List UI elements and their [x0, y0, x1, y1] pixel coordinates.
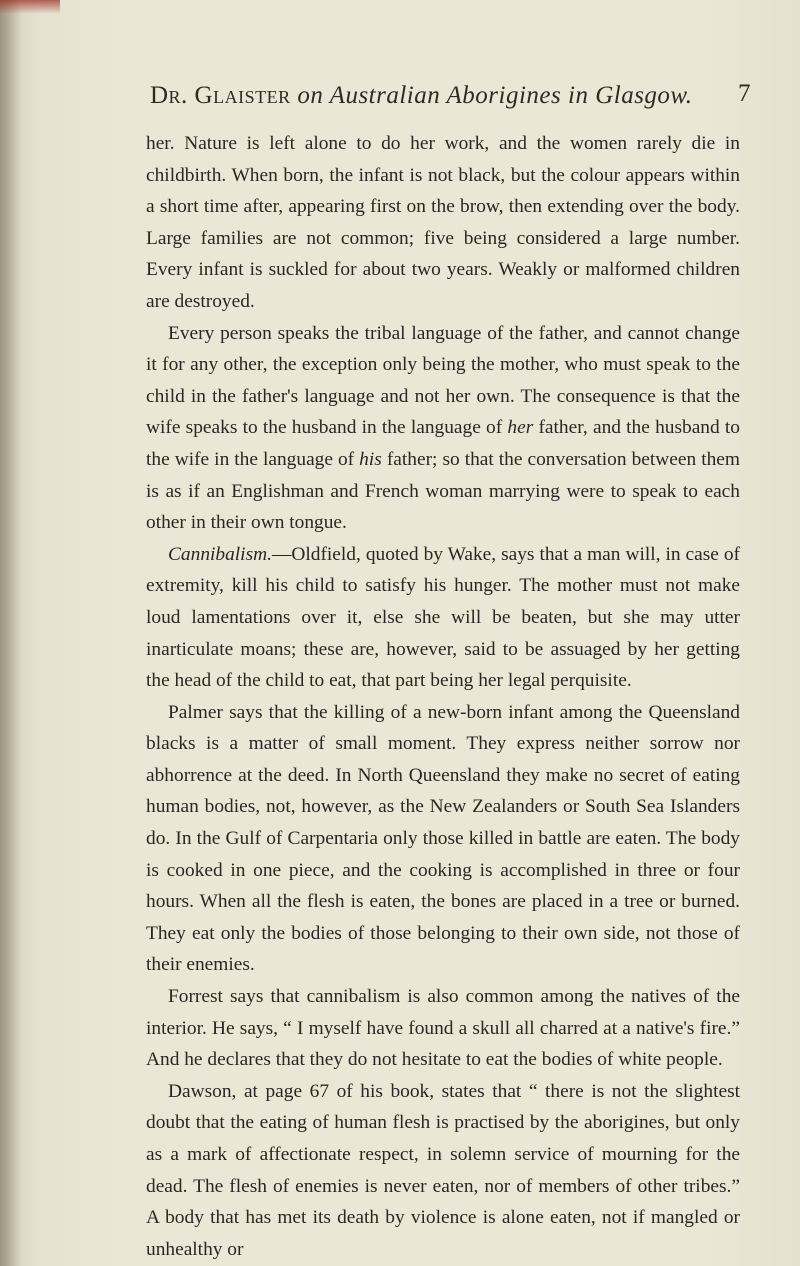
paragraph-6: Dawson, at page 67 of his book, states that “ there is not the slightest doubt that the eating of human flesh is practised by the aborigines, but only as a mark of affectionate respect, in solemn service of mourning for the dead. The flesh of enemies is never eaten, nor of members of other tribes.” A body that has met its death by violence is alone eaten, not if mangled or unhealthy or	[146, 1080, 740, 1260]
paragraph-2	[146, 318, 740, 539]
header-author: Dr. Glaister	[150, 82, 291, 109]
paragraph-4: Palmer says that the killing of a new-born infant among the Queensland blacks is a matter of small moment. They express neither sorrow nor abhorrence at the deed. In North Queensland they make no secret of eating human bodies, not, however, as the New Zealanders or South Sea Islanders do. In the Gulf of Carpentaria only those killed in battle are eaten. The body is cooked in one piece, and the cooking is accomplished in three or four hours. When all the flesh is eaten, the bones are placed in a tree or burned. They eat only the bodies of those belonging to their own side, not those of their enemies.	[146, 701, 740, 976]
header-title-connector: on	[290, 82, 330, 109]
body-text	[146, 128, 740, 1265]
paragraph-1: her. Nature is left alone to do her work, and the women rarely die in childbirth. When born, the infant is not black, but the colour appears within a short time after, appearing first on the brow, then extending over the body. Large families are not common; five being considered a large number. Every infant is suckled for about two years. Weakly or malformed children are destroyed.	[146, 133, 740, 312]
header-title: Australian Aborigines in Glasgow.	[329, 82, 693, 109]
emphasis-his: his	[359, 448, 382, 470]
paragraph-2-part-a: Every person speaks the tribal language of the father, and cannot change it for any other, the exception only being the mother, who must speak to the child in the father's language and not her own. The consequence is that the wife speaks to the husband in the language of	[146, 322, 740, 439]
binding-shadow	[0, 0, 22, 1266]
paragraph-3	[146, 539, 740, 697]
paragraph-3-text: —Oldfield, quoted by Wake, says that a man will, in case of extremity, kill his child to satisfy his hunger. The mother must not make loud lamentations over it, else she will be beaten, but she may utter inarticulate moans; these are, however, said to be assuaged by her getting the head of the child to eat, that part being her legal perquisite.	[146, 543, 740, 692]
paragraph-2-part-c: father; so that the conversation between them is as if an Englishman and French woman marrying were to speak to each other in their own tongue.	[146, 448, 740, 534]
paragraph-2-part-b: father, and the husband to the wife in the language of	[146, 417, 740, 470]
running-header	[150, 82, 710, 116]
corner-stain	[0, 0, 60, 14]
page-number: 7	[738, 80, 751, 107]
section-heading-cannibalism: Cannibalism.	[168, 543, 272, 565]
paragraph-5: Forrest says that cannibalism is also common among the natives of the interior. He says, “ I myself have found a skull all charred at a native's fire.” And he declares that they do not hesitate to eat the bodies of white people.	[146, 986, 740, 1071]
emphasis-her: her	[507, 417, 534, 439]
